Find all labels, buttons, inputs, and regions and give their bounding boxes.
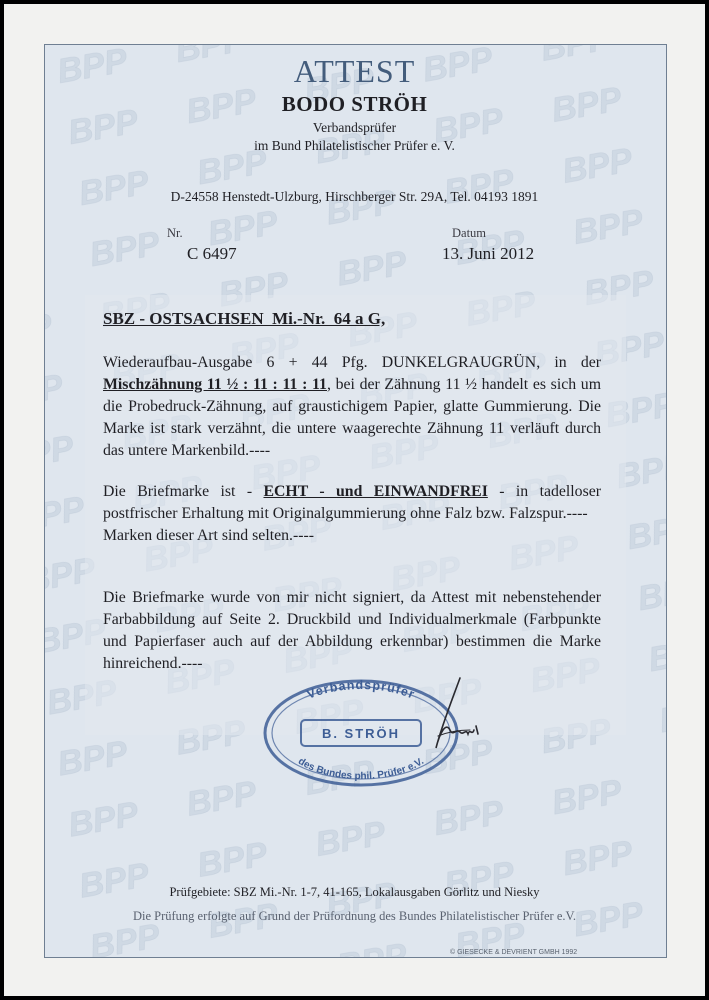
- verdict-post: - in tadelloser postfrischer Erhaltung mit Originalgummierung ohne Falz bzw. Falzspur.----: [103, 483, 601, 522]
- examiner-address: D-24558 Henstedt-Ulzburg, Hirschberger Str. 29A, Tel. 04193 1891: [170, 189, 539, 204]
- examiner-role: Verbandsprüfer: [312, 120, 397, 135]
- examination-areas: Prüfgebiete: SBZ Mi.-Nr. 1-7, 41-165, Lokalausgaben Görlitz und Niesky: [169, 885, 540, 899]
- date-value: 13. Juni 2012: [442, 244, 535, 263]
- signature-note: Die Briefmarke wurde von mir nicht signiert, da Attest mit nebenstehender Farbabbildung auf Seite 2. Druckbild und Individualmerkmale (Farbpunkte und Papierfaser auch auf der Abbildung erkennbar) bestimmen die Marke hinreichend.----: [103, 589, 601, 672]
- stamp-center-text: B. STRÖH: [321, 726, 401, 741]
- examiner-signature: [420, 670, 490, 760]
- verdict-emphasis: ECHT - und EINWANDFREI: [263, 483, 488, 500]
- description-line1: Wiederaufbau-Ausgabe 6 + 44 Pfg. DUNKELGRAUGRÜN, in der: [103, 354, 601, 371]
- svg-text:Verbandsprüfer: [305, 678, 417, 702]
- stamp-top-text: Verbandsprüfer: [304, 677, 418, 702]
- perforation-emphasis: Mischzähnung 11 ½ : 11 : 11 : 11: [103, 376, 327, 393]
- rarity-note: Marken dieser Art sind selten.----: [103, 527, 314, 544]
- verdict-pre: Die Briefmarke ist -: [103, 483, 264, 500]
- verdict-paragraph: [103, 481, 601, 547]
- date-label: Datum: [452, 226, 487, 240]
- signature-note-paragraph: [103, 587, 601, 675]
- stamp-subject: SBZ - OSTSACHSEN Mi.-Nr. 64 a G,: [103, 309, 386, 328]
- printer-imprint: © GIESECKE & DEVRIENT GMBH 1992: [450, 949, 578, 956]
- nr-value: C 6497: [187, 244, 237, 263]
- examination-basis: Die Prüfung erfolgte auf Grund der Prüfordnung des Bundes Philatelistischer Prüfer e.V.: [132, 909, 577, 923]
- examiner-name: BODO STRÖH: [281, 92, 428, 116]
- stamp-bottom-text: des Bundes phil. Prüfer e.V.: [296, 755, 426, 783]
- nr-label: Nr.: [167, 226, 183, 240]
- description-paragraph: [103, 352, 601, 462]
- examiner-association: im Bund Philatelistischer Prüfer e. V.: [254, 138, 455, 153]
- description-rest: , bei der Zähnung 11 ½ handelt es sich um die Probedruck-Zähnung, auf graustichigem Papier, glatte Gummierung. Die Marke ist stark verzähnt, die untere waagerechte Zähnung 11 verläuft durch das untere Markenbild.----: [103, 376, 601, 459]
- certificate-title: ATTEST: [293, 53, 416, 89]
